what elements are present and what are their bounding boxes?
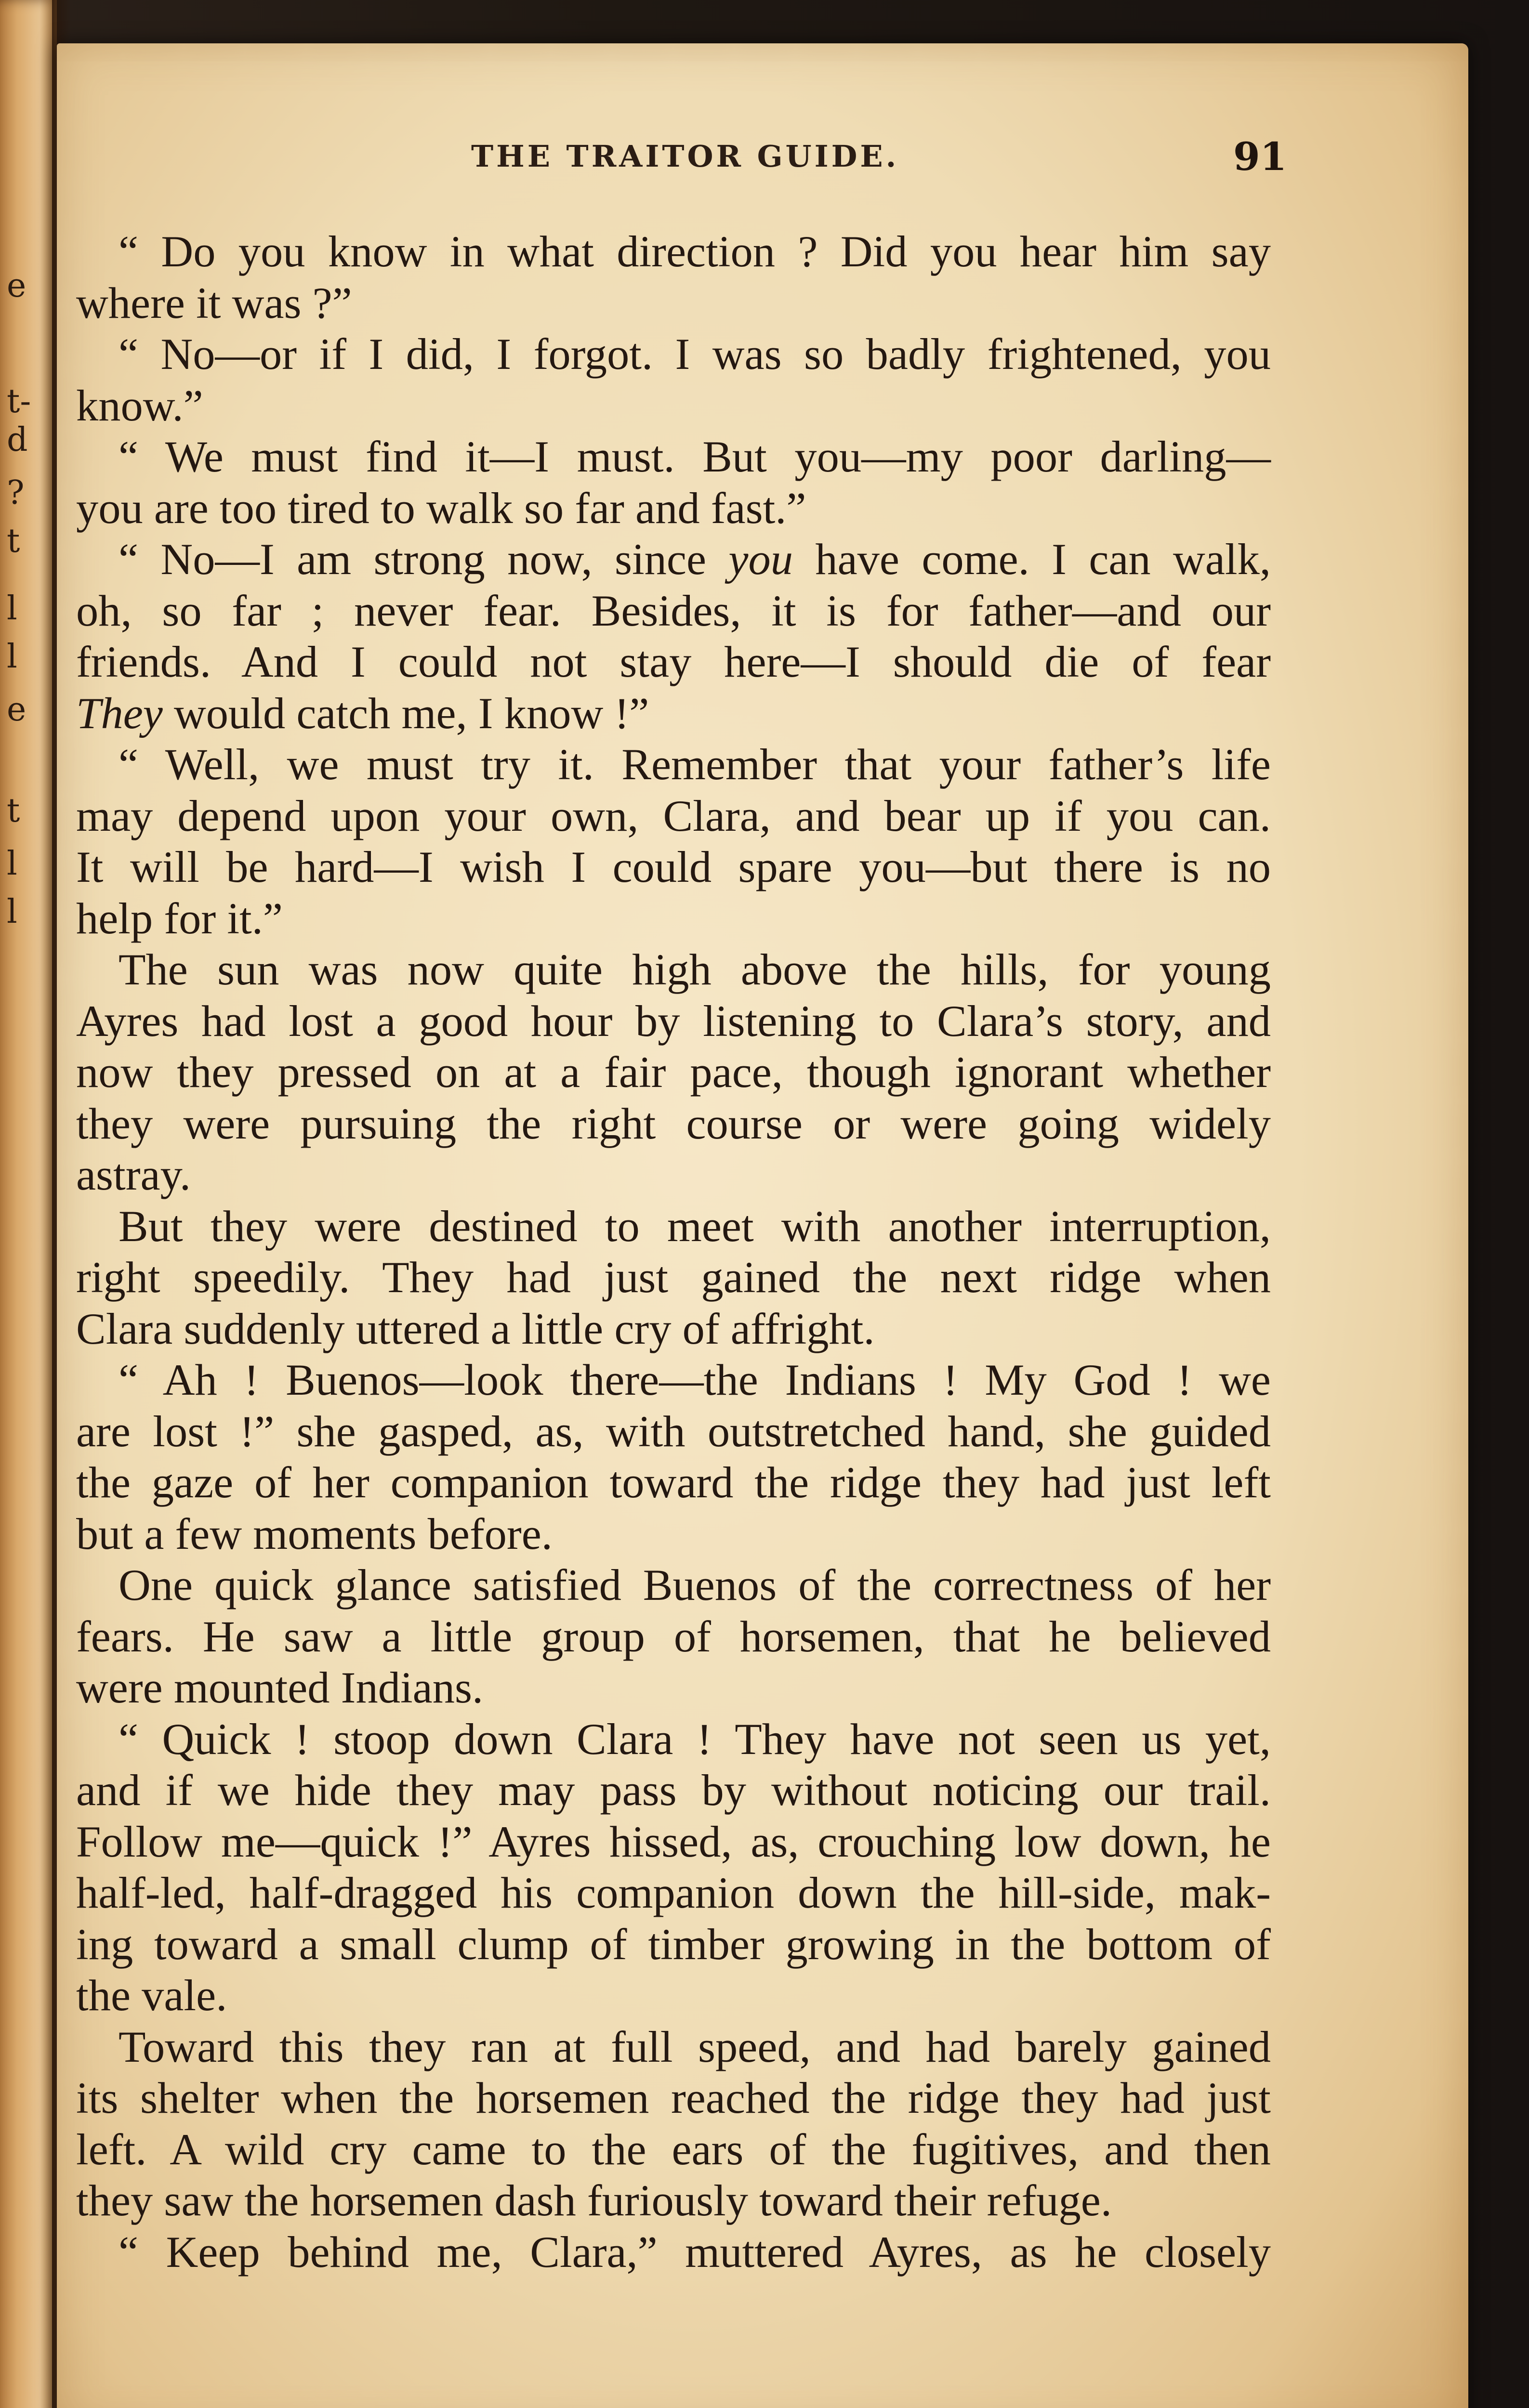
text-line: Ayres had lost a good hour by listening to Clara’s story, and — [76, 996, 1271, 1046]
text-line: astray. — [76, 1151, 191, 1200]
text-line: ing toward a small clump of timber growing in the bottom of — [76, 1920, 1271, 1969]
previous-page-fragment: d — [7, 421, 28, 459]
text-line: right speedily. They had just gained the next ridge when — [76, 1253, 1271, 1302]
text-line: friends. And I could not stay here—I should die of fear — [76, 638, 1271, 687]
text-line: “ Ah ! Buenos—look there—the Indians ! My God ! we — [119, 1356, 1271, 1405]
text-line: “ Do you know in what direction ? Did you hear him say — [119, 227, 1271, 276]
text-line: were mounted Indians. — [76, 1663, 484, 1713]
text-line: you are too tired to walk so far and fast.” — [76, 484, 806, 533]
text-line: they saw the horsemen dash furiously toward their refuge. — [76, 2176, 1112, 2225]
text-line: But they were destined to meet with another interruption, — [119, 1202, 1271, 1251]
text-line: and if we hide they may pass by without noticing our trail. — [76, 1766, 1271, 1815]
page-number: 91 — [1233, 134, 1287, 179]
text-line: are lost !” she gasped, as, with outstretched hand, she guided — [76, 1407, 1271, 1456]
body-text — [76, 226, 1271, 2278]
text-line: oh, so far ; never fear. Besides, it is for father—and our — [76, 586, 1271, 636]
previous-page-fragment: ? — [7, 474, 25, 512]
text-line: know.” — [76, 381, 203, 431]
previous-page-edge — [0, 0, 57, 2408]
text-line: left. A wild cry came to the ears of the fugitives, and then — [76, 2125, 1271, 2174]
text-line: help for it.” — [76, 894, 283, 943]
text-line: where it was ?” — [76, 278, 352, 328]
previous-page-fragment: l — [7, 638, 17, 676]
text-line: “ Keep behind me, Clara,” muttered Ayres, as he closely — [119, 2227, 1271, 2277]
text-line: Follow me—quick !” Ayres hissed, as, crouching low down, he — [76, 1817, 1271, 1867]
previous-page-fragment: l — [7, 589, 17, 628]
previous-page-fragment: t — [7, 792, 20, 830]
text-line: “ No—I am strong now, since you have come. I can walk, — [119, 535, 1271, 584]
previous-page-fragment: l — [7, 845, 17, 883]
page-header — [57, 128, 1468, 185]
text-line: now they pressed on at a fair pace, though ignorant whether — [76, 1048, 1271, 1097]
text-line: they were pursuing the right course or were going widely — [76, 1099, 1271, 1149]
running-head: THE TRAITOR GUIDE. — [471, 139, 899, 174]
text-line: “ Quick ! stoop down Clara ! They have not seen us yet, — [119, 1714, 1271, 1764]
text-line: The sun was now quite high above the hills, for young — [119, 945, 1271, 995]
text-line: It will be hard—I wish I could spare you—but there is no — [76, 843, 1271, 892]
previous-page-fragment: e — [7, 691, 26, 729]
previous-page-fragment: t — [7, 522, 20, 560]
book-page — [57, 43, 1468, 2408]
text-line: but a few moments before. — [76, 1509, 553, 1559]
text-line: Toward this they ran at full speed, and had barely gained — [119, 2022, 1271, 2072]
text-line: One quick glance satisfied Buenos of the correctness of her — [119, 1561, 1271, 1610]
previous-page-fragment: t- — [7, 382, 31, 420]
italic-emphasis: you — [728, 535, 793, 584]
text-line: They would catch me, I know !” — [76, 689, 649, 738]
text-line: half-led, half-dragged his companion down the hill-side, mak- — [76, 1869, 1271, 1918]
text-line: “ We must find it—I must. But you—my poor darling— — [119, 432, 1271, 482]
previous-page-fragment: l — [7, 893, 17, 931]
text-line: fears. He saw a little group of horsemen, that he believed — [76, 1612, 1271, 1662]
text-line: “ Well, we must try it. Remember that your father’s life — [119, 740, 1271, 789]
text-line: may depend upon your own, Clara, and bear up if you can. — [76, 791, 1271, 841]
previous-page-fragment: e — [7, 267, 26, 305]
text-line: the vale. — [76, 1971, 227, 2020]
text-line: Clara suddenly uttered a little cry of affright. — [76, 1304, 875, 1354]
text-line: its shelter when the horsemen reached the ridge they had just — [76, 2074, 1271, 2123]
text-line: the gaze of her companion toward the ridge they had just left — [76, 1458, 1271, 1507]
text-line: “ No—or if I did, I forgot. I was so badly frightened, you — [119, 330, 1271, 379]
italic-emphasis: They — [76, 689, 163, 738]
